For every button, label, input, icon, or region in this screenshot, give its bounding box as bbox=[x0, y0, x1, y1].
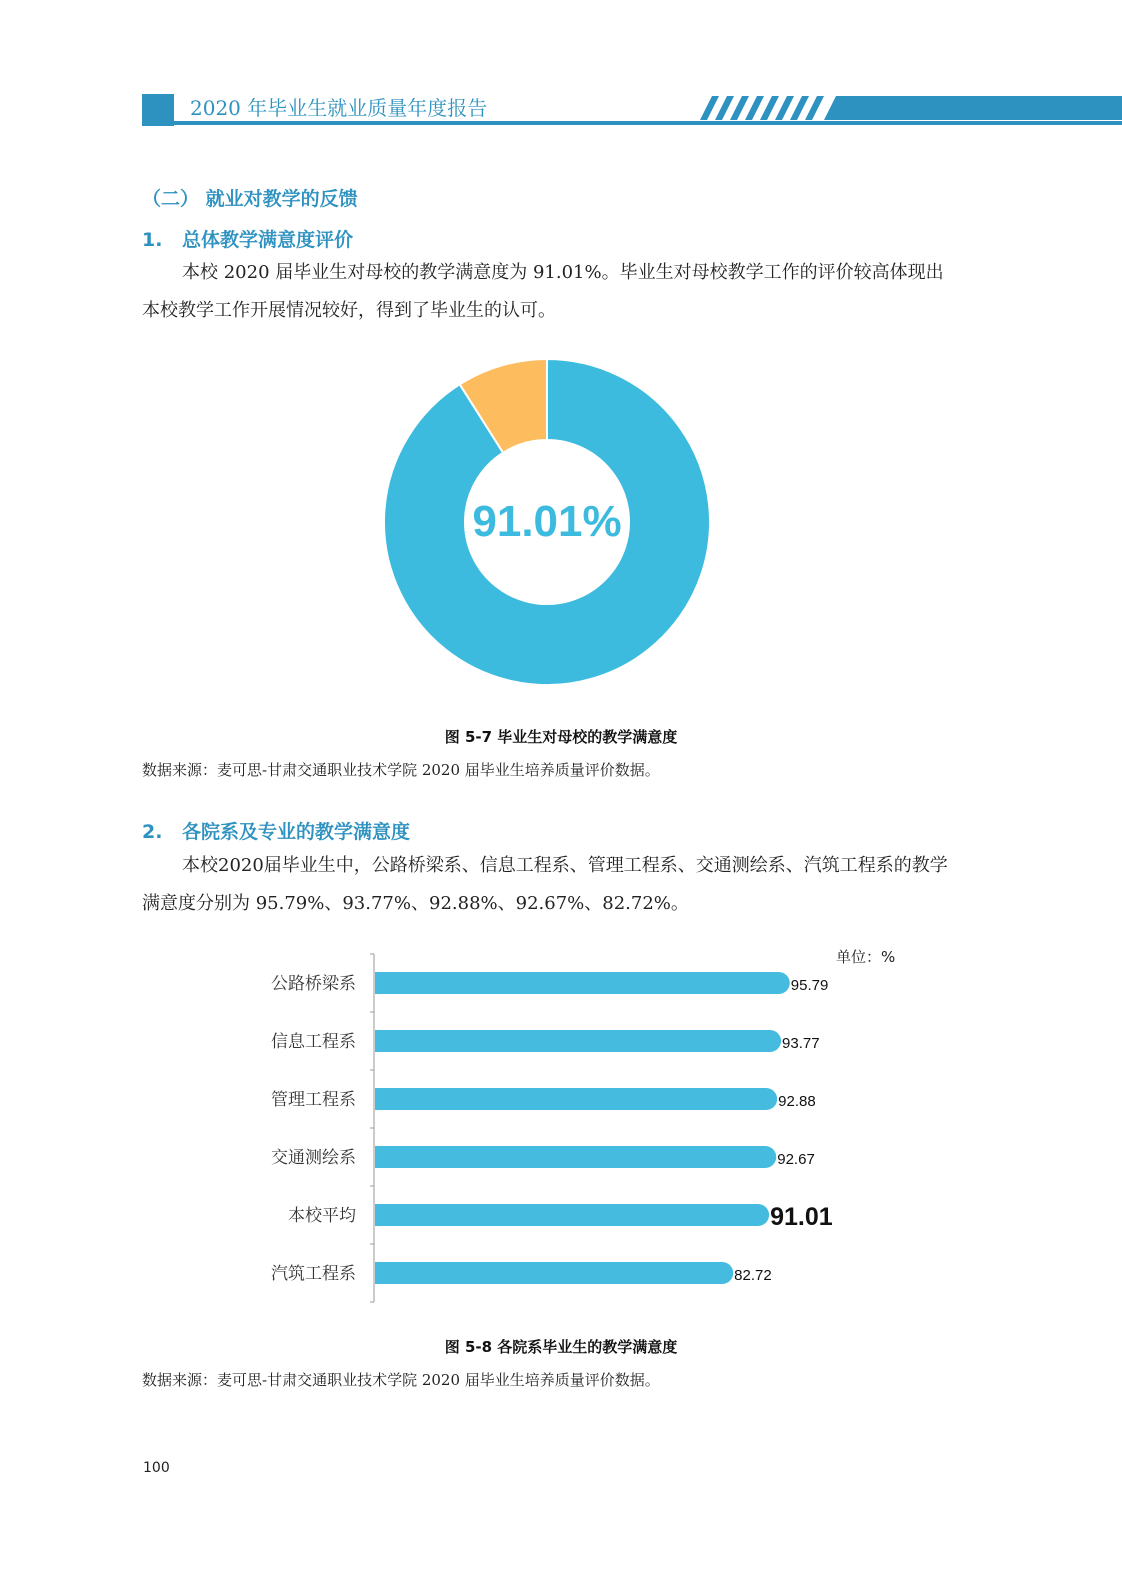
bar-category-label: 本校平均 bbox=[288, 1206, 356, 1226]
figure-1-source: 数据来源：麦可思-甘肃交通职业技术学院 2020 届毕业生培养质量评价数据。 bbox=[142, 761, 660, 779]
figure-2-caption: 图 5-8 各院系毕业生的教学满意度 bbox=[444, 1338, 678, 1356]
bar-base-1 bbox=[375, 1030, 397, 1052]
bar-2 bbox=[375, 1088, 777, 1110]
figure-2-source: 数据来源：麦可思-甘肃交通职业技术学院 2020 届毕业生培养质量评价数据。 bbox=[142, 1371, 660, 1389]
page-number: 100 bbox=[143, 1460, 170, 1476]
bar-base-0 bbox=[375, 972, 397, 994]
donut-chart bbox=[380, 355, 714, 689]
bar-base-4 bbox=[375, 1204, 397, 1226]
bar-value-label: 92.67 bbox=[777, 1151, 815, 1168]
subsection-1-title: 总体教学满意度评价 bbox=[182, 229, 354, 251]
bar-chart bbox=[250, 940, 890, 1310]
header-rule bbox=[142, 121, 1122, 125]
bar-value-label: 91.01 bbox=[770, 1203, 833, 1231]
bar-4 bbox=[375, 1204, 769, 1226]
subsection-2-title: 各院系及专业的教学满意度 bbox=[182, 821, 411, 843]
bar-category-label: 公路桥梁系 bbox=[271, 974, 356, 994]
subsection-1-number: 1. bbox=[142, 229, 163, 251]
bar-3 bbox=[375, 1146, 776, 1168]
section-heading: （二） 就业对教学的反馈 bbox=[142, 188, 358, 210]
subsection-2-heading bbox=[142, 817, 410, 844]
bar-value-label: 93.77 bbox=[782, 1035, 820, 1052]
bar-base-3 bbox=[375, 1146, 397, 1168]
subsection-2-paragraph: 本校2020届毕业生中，公路桥梁系、信息工程系、管理工程系、交通测绘系、汽筑工程系的教学满意度分别为 95.79%、93.77%、92.88%、92.67%、82.72%。 bbox=[142, 855, 948, 914]
donut-center-label: 91.01% bbox=[472, 497, 622, 546]
bar-base-5 bbox=[375, 1262, 397, 1284]
chart-unit-label: 单位：% bbox=[836, 948, 896, 966]
bar-base-2 bbox=[375, 1088, 397, 1110]
subsection-2-number: 2. bbox=[142, 821, 163, 843]
bar-value-label: 95.79 bbox=[790, 977, 829, 994]
subsection-1-paragraph: 本校 2020 届毕业生对母校的教学满意度为 91.01%。毕业生对母校教学工作的评价较高体现出本校教学工作开展情况较好，得到了毕业生的认可。 bbox=[142, 262, 944, 321]
header-title: 2020 年毕业生就业质量年度报告 bbox=[190, 96, 488, 120]
bar-category-label: 交通测绘系 bbox=[271, 1148, 356, 1168]
subsection-1-heading bbox=[142, 225, 353, 252]
bar-0 bbox=[375, 972, 790, 994]
bar-value-label: 92.88 bbox=[778, 1093, 816, 1110]
figure-1-caption: 图 5-7 毕业生对母校的教学满意度 bbox=[444, 728, 678, 746]
bar-category-label: 管理工程系 bbox=[271, 1090, 356, 1110]
bar-category-label: 汽筑工程系 bbox=[271, 1264, 356, 1284]
bar-value-label: 82.72 bbox=[734, 1267, 772, 1284]
bar-1 bbox=[375, 1030, 781, 1052]
bar-category-label: 信息工程系 bbox=[271, 1032, 356, 1052]
bar-5 bbox=[375, 1262, 733, 1284]
